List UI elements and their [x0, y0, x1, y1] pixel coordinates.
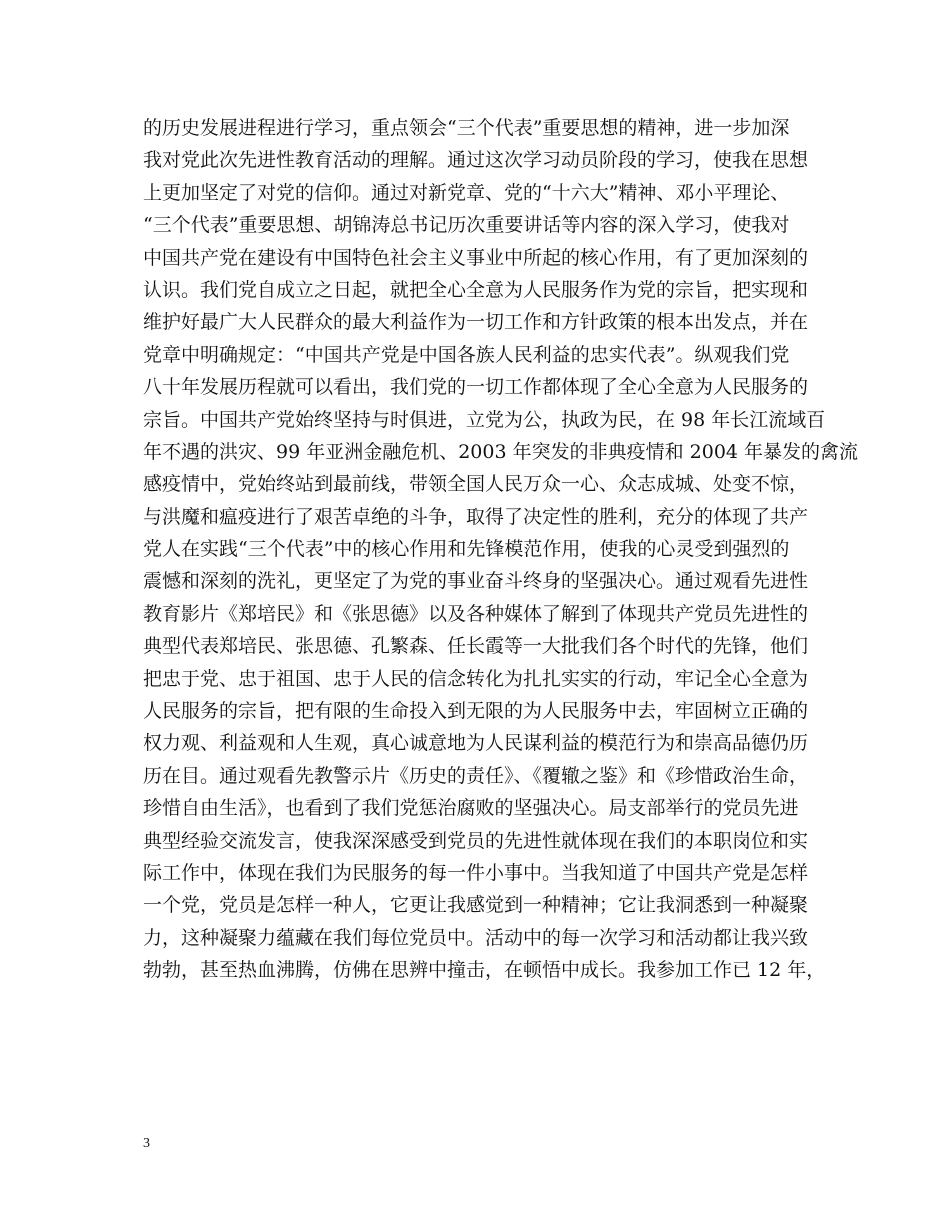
text-line: 把忠于党、忠于祖国、忠于人民的信念转化为扎扎实实的行动，牢记全心全意为: [143, 667, 809, 690]
text-line: 教育影片《郑培民》和《张思德》以及各种媒体了解到了体现共产党员先进性的: [143, 602, 809, 625]
text-line: 历在目。通过观看先教警示片《历史的责任》、《覆辙之鉴》和《珍惜政治生命，: [143, 764, 809, 787]
text-line: 典型代表郑培民、张思德、孔繁森、任长霞等一大批我们各个时代的先锋，他们: [143, 635, 809, 658]
text-line: 八十年发展历程就可以看出，我们党的一切工作都体现了全心全意为人民服务的: [143, 376, 809, 399]
text-line: 上更加坚定了对党的信仰。通过对新党章、党的“十六大”精神、邓小平理论、: [143, 181, 790, 204]
text-line: 勃勃，甚至热血沸腾，仿佛在思辨中撞击，在顿悟中成长。我参加工作已 12 年，: [143, 959, 826, 982]
text-line: 的历史发展进程进行学习，重点领会“三个代表”重要思想的精神，进一步加深: [143, 117, 790, 139]
text-line: 人民服务的宗旨，把有限的生命投入到无限的为人民服务中去，牢固树立正确的: [143, 700, 809, 723]
text-line: 党人在实践“三个代表”中的核心作用和先锋模范作用，使我的心灵受到强烈的: [143, 538, 790, 561]
text-line: 认识。我们党自成立之日起，就把全心全意为人民服务作为党的宗旨，把实现和: [143, 278, 809, 301]
text-line: 典型经验交流发言，使我深深感受到党员的先进性就体现在我们的本职岗位和实: [143, 829, 809, 852]
text-line: 震憾和深刻的洗礼，更坚定了为党的事业奋斗终身的坚强决心。通过观看先进性: [143, 570, 809, 593]
page-number: 3: [143, 1136, 150, 1151]
text-line: 年不遇的洪灾、99 年亚洲金融危机、2003 年突发的非典疫情和 2004 年暴发的禽流: [143, 440, 859, 463]
text-line: 与洪魔和瘟疫进行了艰苦卓绝的斗争，取得了决定性的胜利，充分的体现了共产: [143, 505, 809, 528]
text-line: 维护好最广大人民群众的最大利益作为一切工作和方针政策的根本出发点，并在: [143, 311, 809, 334]
text-line: 我对党此次先进性教育活动的理解。通过这次学习动员阶段的学习，使我在思想: [143, 149, 809, 172]
text-line: 中国共产党在建设有中国特色社会主义事业中所起的核心作用，有了更加深刻的: [143, 246, 809, 269]
text-line: 力，这种凝聚力蕴藏在我们每位党员中。活动中的每一次学习和活动都让我兴致: [143, 926, 809, 949]
text-line: 珍惜自由生活》，也看到了我们党惩治腐败的坚强决心。局支部举行的党员先进: [143, 797, 799, 820]
text-line: 党章中明确规定：“中国共产党是中国各族人民利益的忠实代表”。纵观我们党: [143, 343, 790, 366]
text-line: “三个代表”重要思想、胡锦涛总书记历次重要讲话等内容的深入学习，使我对: [143, 214, 790, 237]
text-line: 一个党，党员是怎样一种人，它更让我感觉到一种精神；它让我洞悉到一种凝聚: [143, 894, 809, 917]
body-text: [143, 112, 859, 987]
text-line: 感疫情中，党始终站到最前线，带领全国人民万众一心、众志成城、处变不惊，: [143, 473, 809, 496]
text-line: 际工作中，体现在我们为民服务的每一件小事中。当我知道了中国共产党是怎样: [143, 861, 809, 884]
text-line: 权力观、利益观和人生观，真心诚意地为人民谋利益的模范行为和崇高品德仍历: [143, 732, 809, 755]
text-line: 宗旨。中国共产党始终坚持与时俱进，立党为公，执政为民，在 98 年长江流域百: [143, 408, 826, 431]
